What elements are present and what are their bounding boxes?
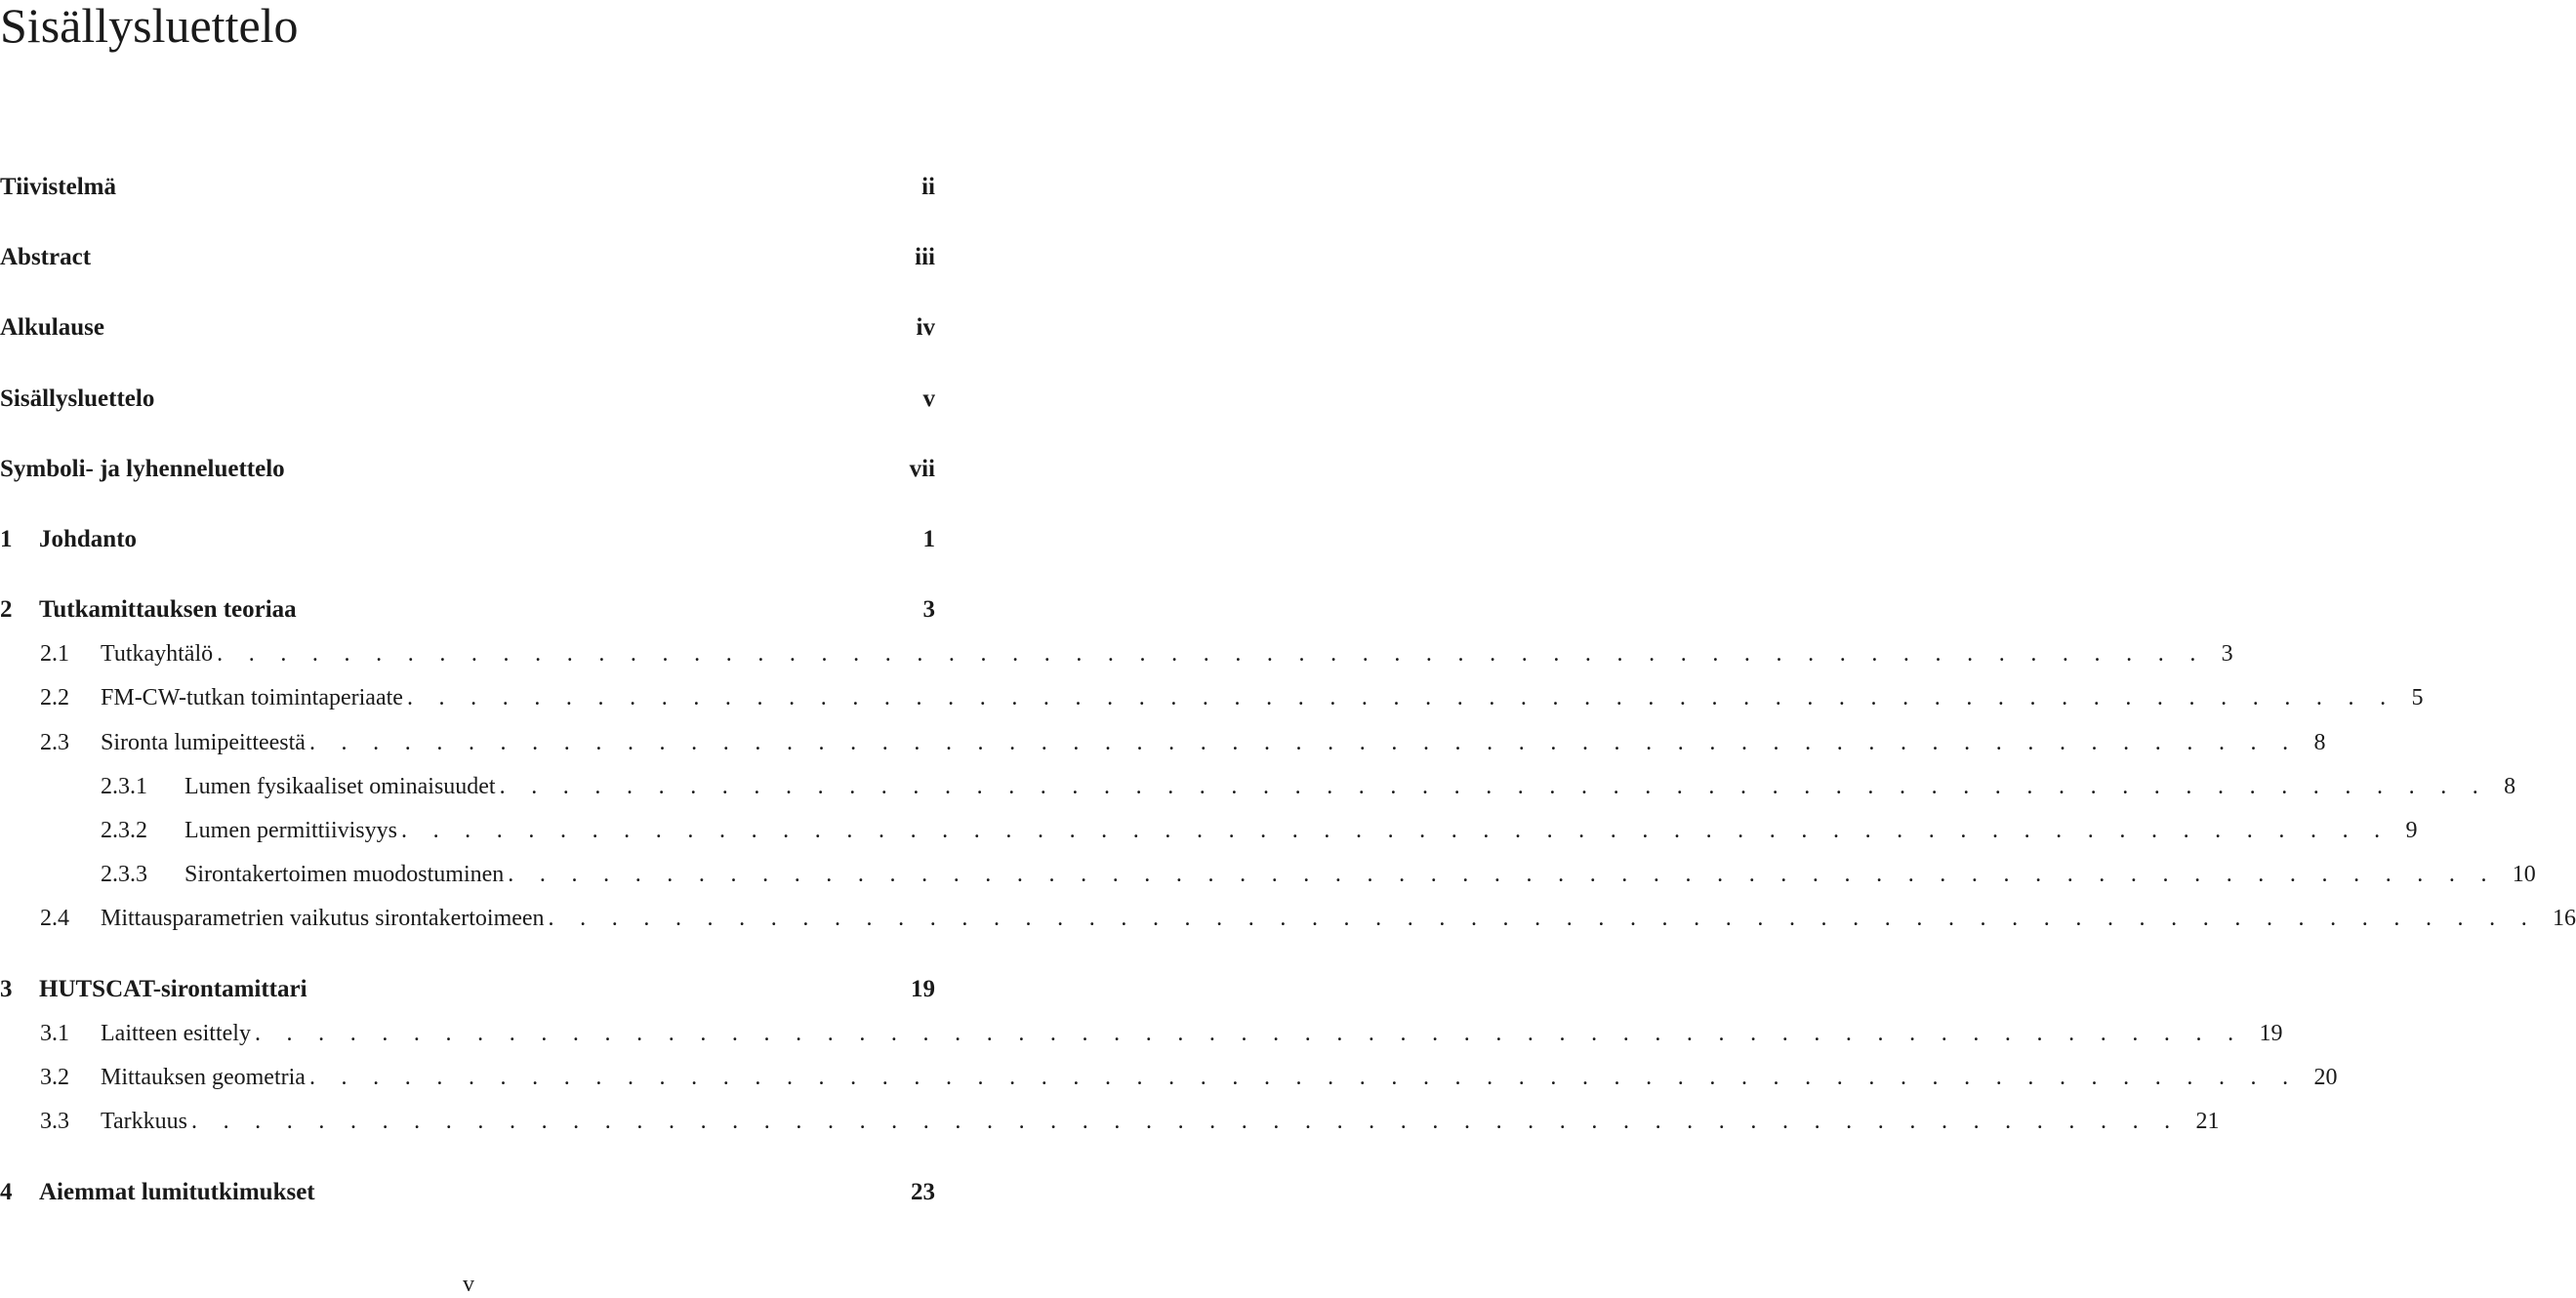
toc-section-2-2[interactable] <box>0 685 2424 716</box>
toc-entry-label: Tiivistelmä <box>0 174 116 200</box>
toc-page-number: 1 <box>922 526 935 552</box>
toc-entry-abstract[interactable] <box>0 244 935 275</box>
toc-page-number: iv <box>916 314 935 341</box>
toc-section-number: 2.4 <box>40 906 69 931</box>
toc-chapter-3[interactable] <box>0 976 935 1007</box>
toc-page-number: 5 <box>2411 685 2424 710</box>
toc-subsection-label: Sirontakertoimen muodostuminen <box>184 862 505 887</box>
toc-dot-leader: . . . . . . . . . . . . . . . . . . . . . . . . . . . . . . . . . . . . . . . . . . . . . . . . . . . . . . . . . . . . . . . <box>406 685 2396 710</box>
toc-entry-sisallysluettelo[interactable] <box>0 385 935 417</box>
toc-page-number: ii <box>921 174 935 200</box>
toc-section-label: FM-CW-tutkan toimintaperiaate <box>101 685 403 710</box>
toc-page-number: 8 <box>2504 774 2516 799</box>
toc-subsection-2-3-1[interactable] <box>0 774 2516 805</box>
toc-entry-label: Symboli- ja lyhenneluettelo <box>0 456 285 482</box>
toc-section-2-3[interactable] <box>0 730 2326 761</box>
toc-page-number: 20 <box>2313 1065 2338 1090</box>
page-footer-number: v <box>463 1272 474 1297</box>
toc-entry-label: Alkulause <box>0 314 104 341</box>
toc-page-number: vii <box>909 456 935 482</box>
toc-chapter-number: 3 <box>0 976 13 1002</box>
toc-chapter-number: 1 <box>0 526 13 552</box>
toc-dot-leader: . . . . . . . . . . . . . . . . . . . . . . . . . . . . . . . . . . . . . . . . . . . . . . . . . . . . . . . . . . . . . . . <box>400 818 2391 843</box>
toc-section-label: Tarkkuus <box>101 1109 187 1134</box>
toc-entry-label: Sisällysluettelo <box>0 385 155 412</box>
toc-subsection-label: Lumen permittiivisyys <box>184 818 397 843</box>
toc-dot-leader: . . . . . . . . . . . . . . . . . . . . . . . . . . . . . . . . . . . . . . . . . . . . . . . . . . . . . . . . . . . . . . . <box>190 1109 2181 1134</box>
toc-section-2-4[interactable] <box>0 906 2576 937</box>
toc-entry-label: Abstract <box>0 244 92 270</box>
toc-page-number: 8 <box>2313 730 2326 755</box>
toc-subsection-2-3-3[interactable] <box>0 862 2536 893</box>
toc-page-number: 19 <box>911 976 935 1002</box>
toc-chapter-label: HUTSCAT-sirontamittari <box>39 976 307 1002</box>
toc-dot-leader: . . . . . . . . . . . . . . . . . . . . . . . . . . . . . . . . . . . . . . . . . . . . . . . . . . . . . . . . . . . . . . . <box>254 1021 2244 1046</box>
toc-page-number: 23 <box>911 1179 935 1205</box>
toc-entry-alkulause[interactable] <box>0 314 935 345</box>
toc-section-3-1[interactable] <box>0 1021 2283 1052</box>
toc-page-number: 21 <box>2195 1109 2220 1134</box>
toc-entry-tiivistelma[interactable] <box>0 174 935 205</box>
toc-section-3-3[interactable] <box>0 1109 2220 1140</box>
toc-subsection-number: 2.3.2 <box>101 818 147 843</box>
toc-section-2-1[interactable] <box>0 641 2233 672</box>
toc-section-number: 2.1 <box>40 641 69 667</box>
toc-section-number: 3.3 <box>40 1109 69 1134</box>
toc-page-number: 10 <box>2512 862 2536 887</box>
toc-chapter-2[interactable] <box>0 596 935 628</box>
toc-dot-leader: . . . . . . . . . . . . . . . . . . . . . . . . . . . . . . . . . . . . . . . . . . . . . . . . . . . . . . . . . . . . . . . <box>548 906 2538 931</box>
toc-page-number: 19 <box>2259 1021 2283 1046</box>
toc-chapter-number: 4 <box>0 1179 13 1205</box>
toc-subsection-label: Lumen fysikaaliset ominaisuudet <box>184 774 496 799</box>
toc-section-label: Mittauksen geometria <box>101 1065 306 1090</box>
toc-section-3-2[interactable] <box>0 1065 2338 1096</box>
toc-chapter-label: Aiemmat lumitutkimukset <box>39 1179 315 1205</box>
toc-chapter-number: 2 <box>0 596 13 623</box>
toc-page-number: 3 <box>2221 641 2233 667</box>
toc-subsection-number: 2.3.3 <box>101 862 147 887</box>
toc-dot-leader: . . . . . . . . . . . . . . . . . . . . . . . . . . . . . . . . . . . . . . . . . . . . . . . . . . . . . . . . . . . . . . . <box>499 774 2489 799</box>
toc-dot-leader: . . . . . . . . . . . . . . . . . . . . . . . . . . . . . . . . . . . . . . . . . . . . . . . . . . . . . . . . . . . . . . . <box>508 862 2497 887</box>
toc-section-label: Mittausparametrien vaikutus sirontakertoimeen <box>101 906 545 931</box>
toc-chapter-label: Johdanto <box>39 526 138 552</box>
toc-section-label: Tutkayhtälö <box>101 641 214 667</box>
toc-section-label: Sironta lumipeitteestä <box>101 730 306 755</box>
toc-section-number: 3.2 <box>40 1065 69 1090</box>
toc-page-number: v <box>922 385 935 412</box>
toc-section-number: 3.1 <box>40 1021 69 1046</box>
toc-chapter-4[interactable] <box>0 1179 935 1210</box>
toc-chapter-1[interactable] <box>0 526 935 557</box>
toc-page-number: 3 <box>922 596 935 623</box>
toc-entry-symboliluettelo[interactable] <box>0 456 935 487</box>
toc-section-label: Laitteen esittely <box>101 1021 251 1046</box>
toc-subsection-2-3-2[interactable] <box>0 818 2418 849</box>
toc-page-number: iii <box>915 244 935 270</box>
toc-dot-leader: . . . . . . . . . . . . . . . . . . . . . . . . . . . . . . . . . . . . . . . . . . . . . . . . . . . . . . . . . . . . . . . <box>308 1065 2299 1090</box>
toc-page-number: 9 <box>2405 818 2418 843</box>
page-title: Sisällysluettelo <box>0 0 299 53</box>
toc-section-number: 2.3 <box>40 730 69 755</box>
toc-dot-leader: . . . . . . . . . . . . . . . . . . . . . . . . . . . . . . . . . . . . . . . . . . . . . . . . . . . . . . . . . . . . . . . <box>217 641 2206 667</box>
toc-page-number: 16 <box>2553 906 2576 931</box>
toc-subsection-number: 2.3.1 <box>101 774 147 799</box>
toc-section-number: 2.2 <box>40 685 69 710</box>
toc-chapter-label: Tutkamittauksen teoriaa <box>39 596 297 623</box>
toc-dot-leader: . . . . . . . . . . . . . . . . . . . . . . . . . . . . . . . . . . . . . . . . . . . . . . . . . . . . . . . . . . . . . . . <box>308 730 2299 755</box>
